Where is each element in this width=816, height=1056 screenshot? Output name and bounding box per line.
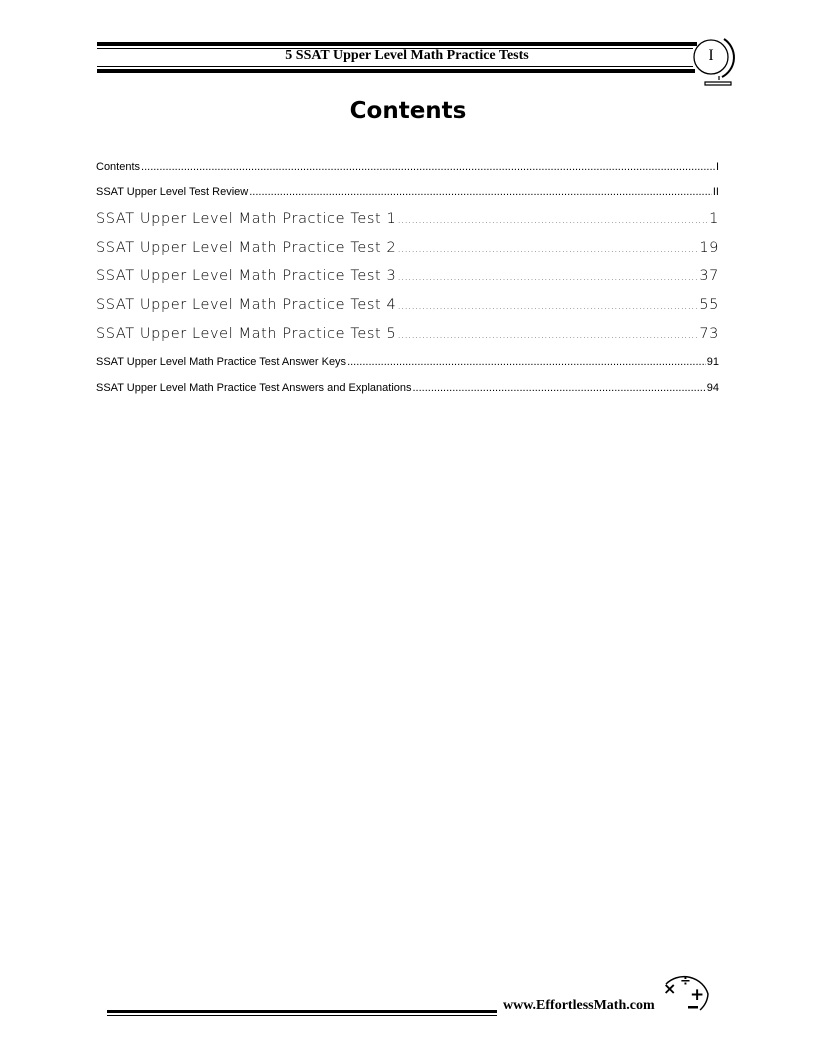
toc-leader-dots [397, 242, 698, 255]
toc-leader-dots [249, 186, 712, 198]
toc-entry[interactable] [96, 240, 719, 256]
toc-entry[interactable] [96, 211, 719, 227]
toc-leader-dots [347, 356, 706, 368]
toc-entry-page: 55 [699, 297, 719, 313]
page-title: Contents [349, 98, 467, 124]
page-number: I [708, 47, 714, 64]
toc-entry-page: 19 [699, 240, 719, 256]
toc-entry-page: 1 [709, 211, 719, 227]
toc-entry-label: SSAT Upper Level Math Practice Test 3 [96, 268, 397, 284]
toc-entry-page: 91 [706, 356, 719, 368]
toc-entry-page: II [712, 186, 719, 198]
toc-entry-label: SSAT Upper Level Math Practice Test Answers and Explanations [96, 382, 412, 394]
toc-entry-label: SSAT Upper Level Test Review [96, 186, 249, 198]
toc-leader-dots [397, 299, 698, 312]
toc-entry-label: Contents [96, 161, 141, 173]
toc-leader-dots [397, 328, 698, 341]
toc-entry[interactable] [96, 186, 719, 198]
math-operators-icon [656, 966, 712, 1016]
toc-entry-label: SSAT Upper Level Math Practice Test 4 [96, 297, 397, 313]
toc-entry[interactable] [96, 161, 719, 173]
header-rule-bottom [97, 69, 695, 73]
toc-entry-page: I [715, 161, 719, 173]
footer-rule-thin [107, 1015, 497, 1016]
toc-entry-page: 73 [699, 326, 719, 342]
toc-entry[interactable] [96, 268, 719, 284]
toc-entry[interactable] [96, 356, 719, 368]
toc-leader-dots [141, 161, 715, 173]
footer-rule [107, 1010, 497, 1013]
toc-entry-label: SSAT Upper Level Math Practice Test 2 [96, 240, 397, 256]
toc-entry-page: 37 [699, 268, 719, 284]
header-title: 5 SSAT Upper Level Math Practice Tests [285, 48, 529, 63]
header-rule-top [97, 42, 697, 46]
footer-url: www.EffortlessMath.com [503, 998, 655, 1013]
toc-entry[interactable] [96, 382, 719, 394]
toc-entry[interactable] [96, 297, 719, 313]
toc-leader-dots [397, 213, 708, 226]
toc-entry-label: SSAT Upper Level Math Practice Test 5 [96, 326, 397, 342]
svg-text:÷: ÷ [680, 974, 691, 989]
toc-entry-label: SSAT Upper Level Math Practice Test Answer Keys [96, 356, 347, 368]
toc-entry[interactable] [96, 326, 719, 342]
svg-text:×: × [663, 979, 677, 998]
toc-entry-page: 94 [706, 382, 719, 394]
header-rule-bottom-thin [97, 66, 693, 67]
svg-text:+: + [690, 985, 705, 1005]
toc-entry-label: SSAT Upper Level Math Practice Test 1 [96, 211, 397, 227]
toc-leader-dots [413, 382, 706, 394]
toc-leader-dots [397, 270, 698, 283]
